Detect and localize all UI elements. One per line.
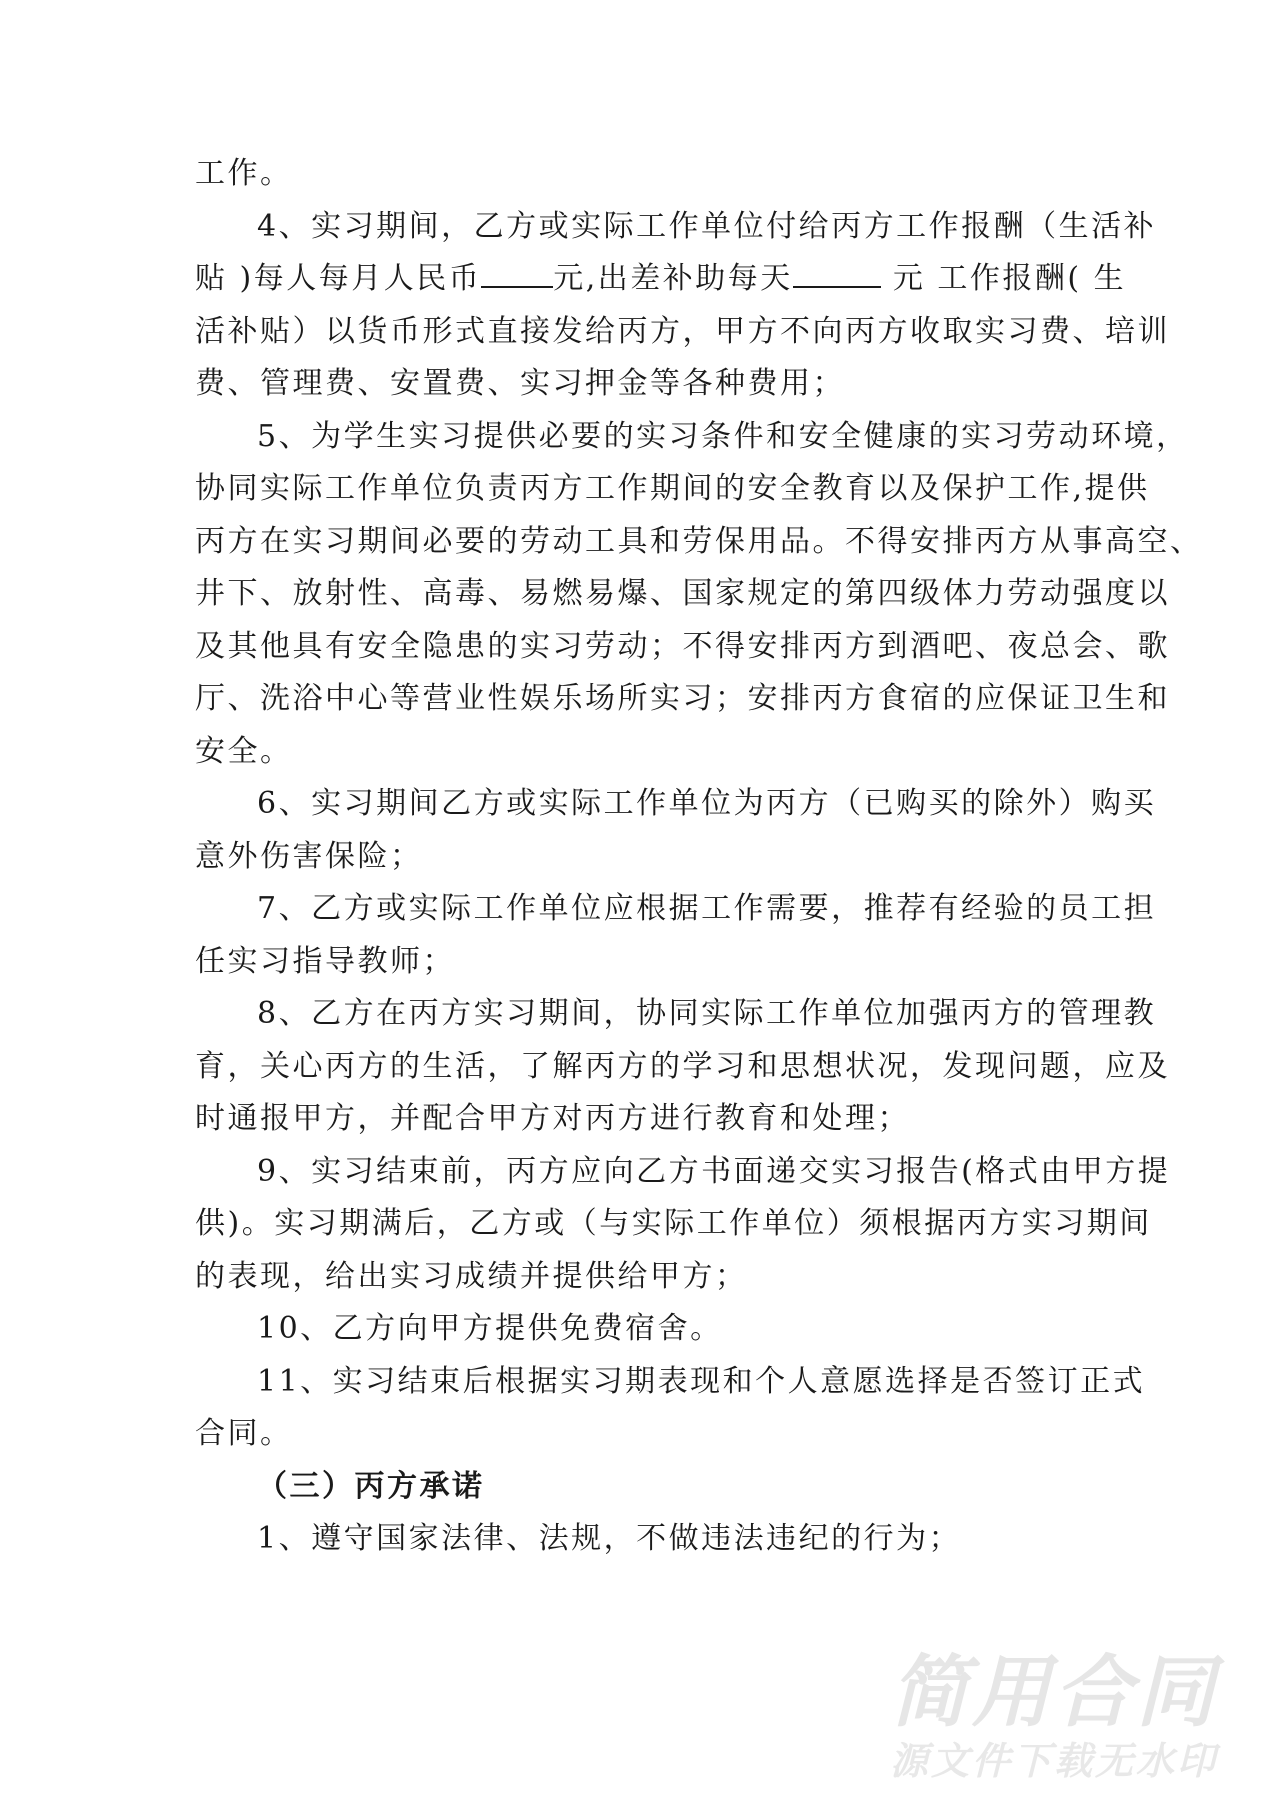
text-line: 工作。	[195, 156, 293, 191]
watermark-subtitle: 源文件下载无水印	[890, 1739, 1219, 1783]
watermark-title: 简用合同	[890, 1648, 1219, 1738]
fill-in-blank	[793, 260, 881, 288]
text-line: 供)。实习期满后，乙方或（与实际工作单位）须根据丙方实习期间	[195, 1206, 1152, 1241]
text-line: 9、实习结束前，丙方应向乙方书面递交实习报告(格式由甲方提	[257, 1153, 1171, 1189]
text-line: 协同实际工作单位负责丙方工作期间的安全教育以及保护工作,提供	[195, 471, 1150, 506]
text-segment: 元,出差补助每天	[553, 261, 793, 296]
text-line: 活补贴）以货币形式直接发给丙方，甲方不向丙方收取实习费、培训	[195, 313, 1170, 349]
text-segment: 元 工作报酬( 生	[880, 261, 1127, 296]
document-page	[195, 148, 1203, 1566]
text-line: 育，关心丙方的生活，了解丙方的学习和思想状况，发现问题，应及	[195, 1048, 1170, 1084]
section-heading: （三）丙方承诺	[257, 1468, 485, 1504]
text-line: 的表现，给出实习成绩并提供给甲方；	[195, 1258, 748, 1294]
fill-in-blank	[481, 260, 553, 288]
text-line: 11、实习结束后根据实习期表现和个人意愿选择是否签订正式	[257, 1363, 1146, 1399]
text-line: 井下、放射性、高毒、易燃易爆、国家规定的第四级体力劳动强度以	[195, 576, 1170, 611]
text-line: 厅、洗浴中心等营业性娱乐场所实习；安排丙方食宿的应保证卫生和	[195, 681, 1170, 716]
text-line: 合同。	[195, 1416, 293, 1451]
text-line: 意外伤害保险；	[195, 838, 423, 874]
text-line: 及其他具有安全隐患的实习劳动；不得安排丙方到酒吧、夜总会、歌	[195, 628, 1170, 664]
text-line: 1、遵守国家法律、法规，不做违法违纪的行为；	[257, 1521, 962, 1556]
text-line: 费、管理费、安置费、实习押金等各种费用；	[195, 366, 845, 401]
text-line: 任实习指导教师；	[195, 943, 455, 979]
text-line: 丙方在实习期间必要的劳动工具和劳保用品。不得安排丙方从事高空、	[195, 523, 1203, 559]
text-line: 7、乙方或实际工作单位应根据工作需要，推荐有经验的员工担	[257, 891, 1157, 926]
text-segment: 贴 )每人每月人民币	[195, 261, 482, 296]
text-line: 6、实习期间乙方或实际工作单位为丙方（已购买的除外）购买	[257, 786, 1157, 821]
text-line: 安全。	[195, 733, 293, 769]
text-line: 时通报甲方，并配合甲方对丙方进行教育和处理；	[195, 1101, 910, 1136]
text-line: 8、乙方在丙方实习期间，协同实际工作单位加强丙方的管理教	[257, 996, 1157, 1031]
text-line: 5、为学生实习提供必要的实习条件和安全健康的实习劳动环境，	[257, 418, 1189, 454]
text-line: 10、乙方向甲方提供免费宿舍。	[257, 1311, 723, 1346]
text-line: 4、实习期间，乙方或实际工作单位付给丙方工作报酬（生活补	[257, 208, 1157, 244]
text-line	[195, 253, 1127, 306]
